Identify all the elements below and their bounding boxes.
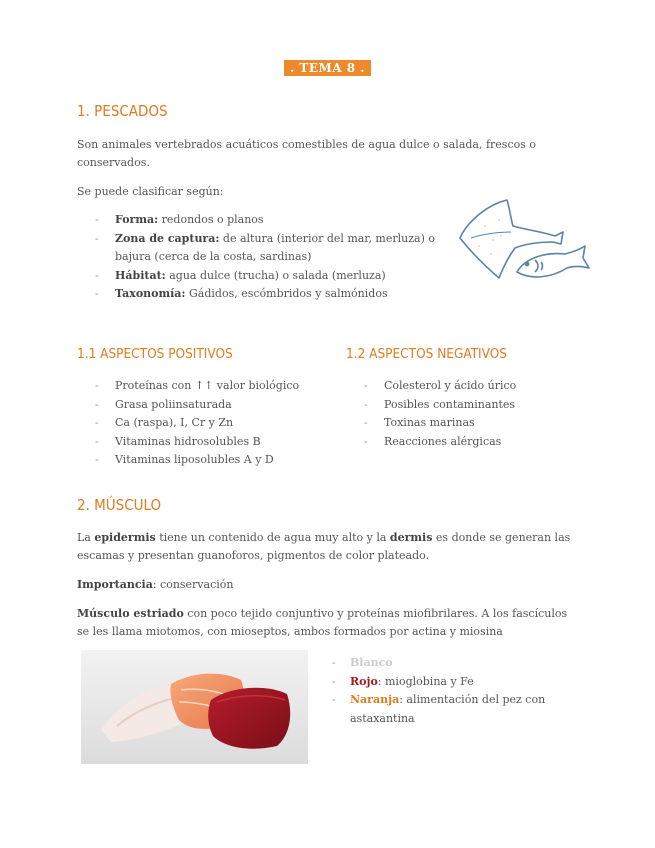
color-text: : mioglobina y Fe xyxy=(377,674,474,688)
color-label-blanco: Blanco xyxy=(350,656,393,669)
classify-intro: Se puede clasificar según: xyxy=(77,185,224,198)
list-item: - Vitaminas hidrosolubles B xyxy=(77,433,337,452)
list-item xyxy=(77,285,437,304)
item-label: Taxonomía: xyxy=(115,287,186,300)
list-item: - Colesterol y ácido úrico xyxy=(346,377,586,396)
importancia-label: Importancia xyxy=(77,578,153,591)
section1-title: 1. PESCADOS xyxy=(77,102,168,120)
list-item xyxy=(330,691,580,728)
tema-badge: . TEMA 8 . xyxy=(284,60,371,76)
list-item xyxy=(77,211,437,230)
epidermis-paragraph xyxy=(77,529,572,565)
list-item: - Grasa poliinsaturada xyxy=(77,396,337,415)
negatives-list xyxy=(346,377,586,451)
list-item: - Proteínas con ↑↑ valor biológico xyxy=(77,377,337,396)
p1-dermis: dermis xyxy=(389,531,433,544)
list-item: - Ca (raspa), I, Cr y Zn xyxy=(77,414,337,433)
list-item: - Reacciones alérgicas xyxy=(346,433,586,452)
positives-list xyxy=(77,377,337,470)
item-text: redondos o planos xyxy=(158,213,264,226)
fish-fillet-photo-icon xyxy=(81,650,308,764)
negatives-title: 1.2 ASPECTOS NEGATIVOS xyxy=(346,346,507,362)
positives-title: 1.1 ASPECTOS POSITIVOS xyxy=(77,346,233,362)
list-item: - Vitaminas liposolubles A y D xyxy=(77,451,337,470)
item-text: de altura (interior del mar, merluza) o bajura (cerca de la costa, sardinas) xyxy=(115,231,436,263)
item-text: Gádidos, escómbridos y salmónidos xyxy=(185,287,388,300)
list-item xyxy=(77,267,437,286)
musculo-text: con poco tejido conjuntivo y proteínas miofibrilares. A los fascículos se les llama miotomos, con mioseptos, ambos formados por actina y miosina xyxy=(77,607,568,638)
color-label-rojo: Rojo xyxy=(350,674,378,688)
item-label: Hábitat: xyxy=(115,268,166,282)
classification-list xyxy=(77,211,437,304)
p1-pre: La xyxy=(77,531,95,544)
list-item: - Toxinas marinas xyxy=(346,414,586,433)
colors-list xyxy=(330,654,580,728)
item-text: agua dulce (trucha) o salada (merluza) xyxy=(165,268,386,282)
list-item xyxy=(330,673,580,692)
list-item xyxy=(77,230,437,267)
musculo-paragraph xyxy=(77,605,572,641)
p1-mid: tiene un contenido de agua muy alto y la xyxy=(155,531,390,544)
color-text: : alimentación del pez con astaxantina xyxy=(350,693,546,725)
tema-header xyxy=(0,57,655,76)
muscle-colors xyxy=(330,654,580,728)
importancia-text: : conservación xyxy=(152,578,234,591)
musculo-label: Músculo estriado xyxy=(77,607,184,620)
p1-post: es donde se generan las escamas y presentan guanoforos, pigmentos de color plateado. xyxy=(77,531,571,562)
list-item xyxy=(330,654,580,673)
fish-illustration-icon xyxy=(455,196,590,288)
item-label: Zona de captura: xyxy=(115,231,220,245)
p1-epidermis: epidermis xyxy=(94,531,156,544)
importancia-paragraph xyxy=(77,576,233,594)
color-label-naranja: Naranja xyxy=(350,693,400,706)
section1-intro: Son animales vertebrados acuáticos comestibles de agua dulce o salada, frescos o conservados. xyxy=(77,138,536,169)
tema-label: TEMA 8 xyxy=(299,61,356,75)
list-item: - Posibles contaminantes xyxy=(346,396,586,415)
item-label: Forma: xyxy=(115,213,159,226)
section2-title: 2. MÚSCULO xyxy=(77,496,162,514)
